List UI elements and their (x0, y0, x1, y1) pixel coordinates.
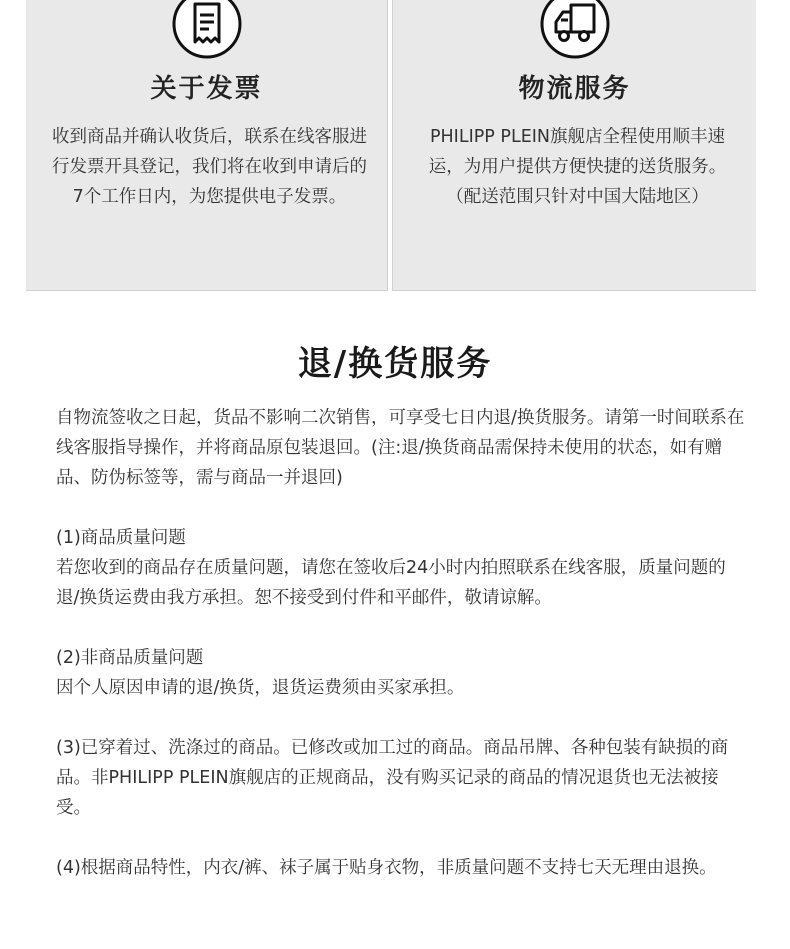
logistics-text: PHILIPP PLEIN旗舰店全程使用顺丰速运，为用户提供方便快捷的送货服务。（配送范围只针对中国大陆地区） (428, 127, 727, 207)
invoice-card (26, 0, 388, 291)
non-returnable-policy: (3)已穿着过、洗涤过的商品。已修改或加工过的商品。商品吊牌、各种包装有缺损的商品。非PHILIPP PLEIN旗舰店的正规商品，没有购买记录的商品的情况退货也无法被接受。 (56, 738, 729, 818)
invoice-title: 关于发票 (150, 74, 263, 104)
returns-intro: 自物流签收之日起，货品不影响二次销售，可享受七日内退/换货服务。请第一时间联系在线客服指导操作，并将商品原包装退回。(注:退/换货商品需保持未使用的状态，如有赠品、防伪标签等，需与商品一并退回) (56, 408, 745, 488)
intimate-apparel-policy: (4)根据商品特性，内衣/裤、袜子属于贴身衣物，非质量问题不支持七天无理由退换。 (56, 858, 717, 878)
logistics-title: 物流服务 (518, 74, 631, 104)
returns-title: 退/换货服务 (297, 344, 493, 384)
info-cards (26, 0, 755, 290)
logistics-card (392, 0, 756, 291)
non-quality-issue-policy: (2)非商品质量问题 因个人原因申请的退/换货，退货运费须由买家承担。 (56, 648, 465, 698)
quality-issue-policy: (1)商品质量问题 若您收到的商品存在质量问题，请您在签收后24小时内拍照联系在线客服，质量问题的退/换货运费由我方承担。恕不接受到付件和平邮件，敬请谅解。 (56, 528, 726, 608)
receipt-icon (171, 0, 243, 60)
truck-icon (539, 0, 611, 60)
invoice-text: 收到商品并确认收货后，联系在线客服进行发票开具登记，我们将在收到申请后的7个工作日内，为您提供电子发票。 (52, 127, 367, 207)
